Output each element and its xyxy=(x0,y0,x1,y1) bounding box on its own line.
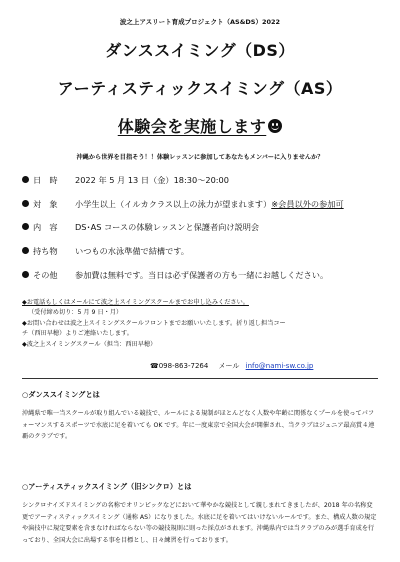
title-event-text: 体験会を実施します xyxy=(117,117,267,136)
as-heading: ○アーティスティックスイミング（旧シンクロ）とは xyxy=(22,482,192,491)
ds-description: 沖縄県で唯一当スクールが取り組んでいる競技で、ルールによる規制がほとんどなく人数や年齢に関係なくプールを使ってパフォーマンスするスポーツで水底に足を着いても OK です。年に一度東京で全国大会が開催され、当クラブはジュニア最高賞４連覇のクラブです。 xyxy=(22,410,375,440)
title-ds: ダンススイミング（DS） xyxy=(105,41,295,60)
other-value: 参加費は無料です。当日は必ず保護者の方も一緒にお越しください。 xyxy=(75,270,329,280)
items-value: いつもの水泳準備で結構です。 xyxy=(75,246,189,256)
note-apply: ◆お電話もしくはメールにて波之上スイミングスクールまでお申し込みください。 xyxy=(22,299,249,306)
ds-heading: ○ダンススイミングとは xyxy=(22,390,100,399)
bullet-icon xyxy=(22,247,29,254)
phone-number: ☎098-863-7264 xyxy=(150,362,209,370)
mail-label: メール xyxy=(218,362,240,370)
detail-target xyxy=(22,199,344,210)
detail-content xyxy=(22,222,259,233)
as-description: シンクロナイズドスイミングの名称でオリンピックなどにおいて華やかな競技として親しまれてきましたが、2018 年の名称変更でアーティスティックスイミング（通称 AS）になりました。水底に足を着いてはいけないルールです。また、構成人数の規定や演技中に規定要素を含まなければならない等の競技規則に則った採点がされます。沖縄県内では当クラブのみが選手育成を行っており、全国大会に出場する事を目標とし、日々練習を行っております。 xyxy=(22,502,377,544)
subtitle: 沖縄から世界を目指そう！！体験レッスンに参加してあなたもメンバーに入りませんか？ xyxy=(76,154,324,161)
contact-line xyxy=(150,361,313,371)
title-event xyxy=(0,114,400,137)
content-value: DS･AS コースの体験レッスンと保護者向け説明会 xyxy=(75,222,260,232)
smiley-icon xyxy=(268,119,282,133)
application-notes xyxy=(22,298,382,350)
bullet-icon xyxy=(22,271,29,278)
detail-other xyxy=(22,270,328,281)
other-label: その他 xyxy=(33,270,58,280)
note-inquiry: ◆お問い合わせは波之上スイミングスクールフロントまでお願いいたします。折り返し担当コー xyxy=(22,319,286,327)
note-school: ◆波之上スイミングスクール（担当：西田早穂） xyxy=(22,340,157,348)
date-label: 日 時 xyxy=(33,175,58,185)
detail-items xyxy=(22,246,189,257)
bullet-icon xyxy=(22,200,29,207)
note-deadline: （受付締め切り：5 月 9 日・月） xyxy=(28,309,123,317)
email-link[interactable]: info@nami-sw.co.jp xyxy=(245,362,314,370)
target-note: ※会員以外の参加可 xyxy=(271,199,344,209)
title-as: アーティスティックスイミング（AS） xyxy=(57,79,343,98)
target-value: 小学生以上（イルカクラス以上の泳力が望まれます） xyxy=(75,199,272,209)
detail-date xyxy=(22,175,229,186)
divider xyxy=(22,378,378,379)
note-inquiry-cont: チ（西田早穂）よりご連絡いたします。 xyxy=(22,330,133,338)
bullet-icon xyxy=(22,176,29,183)
bullet-icon xyxy=(22,223,29,230)
date-value: 2022 年 5 月 13 日（金）18:30～20:00 xyxy=(75,175,229,185)
items-label: 持ち物 xyxy=(33,246,58,256)
content-label: 内 容 xyxy=(33,222,58,232)
project-name: 波之上アスリート育成プロジェクト（AS&DS）2022 xyxy=(119,18,281,26)
target-label: 対 象 xyxy=(33,199,58,209)
